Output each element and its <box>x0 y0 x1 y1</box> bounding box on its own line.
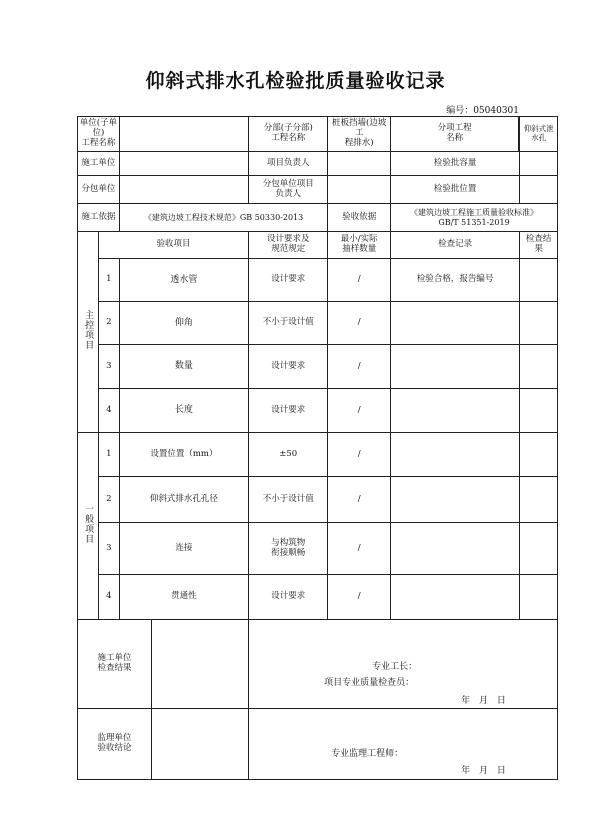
main-group-label <box>78 232 99 433</box>
item-record: 检验合格，报告编号 <box>391 259 520 302</box>
item-req: 设计要求 <box>249 389 328 433</box>
item-sample: / <box>328 433 391 477</box>
item-req: 设计要求 <box>249 575 328 620</box>
item-no: 2 <box>98 477 119 523</box>
table-row <box>78 302 558 345</box>
item-name: 仰斜式排水孔孔径 <box>119 477 248 523</box>
construct-date: 年 月 日 <box>461 696 506 706</box>
table-row <box>78 433 558 477</box>
item-name: 透水管 <box>119 259 248 302</box>
item-record <box>391 345 520 389</box>
capacity-label: 检验批容量 <box>391 152 520 176</box>
item-req: 不小于设计值 <box>249 302 328 345</box>
page-title: 仰斜式排水孔检验批质量验收记录 <box>145 70 446 92</box>
item-result <box>520 302 558 345</box>
item-req: 设计要求 <box>249 259 328 302</box>
item-no: 2 <box>98 302 119 345</box>
col-record: 检查记录 <box>391 232 520 259</box>
item-result <box>520 523 558 575</box>
table-row <box>78 477 558 523</box>
item-record <box>391 433 520 477</box>
item-name: 贯通性 <box>119 575 248 620</box>
item-result <box>520 345 558 389</box>
item-sample: / <box>328 575 391 620</box>
item-sample: / <box>328 477 391 523</box>
item-name: 连接 <box>119 523 248 575</box>
supervise-check-area <box>152 709 248 779</box>
sub-pm-label: 分包单位项目 负责人 <box>249 176 328 204</box>
col-result: 检查结 果 <box>520 232 558 259</box>
inspection-table <box>77 116 558 780</box>
item-result <box>520 575 558 620</box>
item-result <box>520 433 558 477</box>
sub-pm-value <box>328 176 391 204</box>
construct-check-area <box>152 620 248 708</box>
item-req: 与构筑物 衔接顺畅 <box>249 523 328 575</box>
supervise-date: 年 月 日 <box>461 766 506 776</box>
item-sample: / <box>328 523 391 575</box>
basis-label: 施工依据 <box>78 204 120 232</box>
item-result <box>520 477 558 523</box>
item-no: 1 <box>98 433 119 477</box>
item-name: 仰角 <box>119 302 248 345</box>
accept-value: 《建筑边坡工程施工质量验收标准》 GB/T 51351-2019 <box>391 204 558 232</box>
position-value <box>520 176 558 204</box>
pm-value <box>328 152 391 176</box>
subunit-value: 桩板挡墙(边坡工 程排水) <box>328 117 391 152</box>
item-sample: / <box>328 259 391 302</box>
inspector-label: 项目专业质量检查员： <box>324 678 415 688</box>
construct-check-label <box>78 620 249 709</box>
general-group-text: 一般项目 <box>83 504 94 545</box>
item-sample: / <box>328 302 391 345</box>
construct-check-label-text: 施工单位 检查结果 <box>78 620 152 708</box>
table-row <box>78 389 558 433</box>
table-row <box>78 259 558 302</box>
item-no: 3 <box>98 345 119 389</box>
item-result <box>520 259 558 302</box>
construct-check-content <box>249 620 558 709</box>
item-name: 设置位置（mm） <box>119 433 248 477</box>
foreman-label: 专业工长： <box>372 662 418 672</box>
item-name: 数量 <box>119 345 248 389</box>
item-record <box>391 575 520 620</box>
item-record <box>391 523 520 575</box>
basis-value: 《建筑边坡工程技术规范》GB 50330-2013 <box>119 204 328 232</box>
unit-name-label: 单位(子单位) 工程名称 <box>78 117 120 152</box>
item-req: ±50 <box>249 433 328 477</box>
col-item: 验收项目 <box>98 232 248 259</box>
supervise-check-label-text: 监理单位 验收结论 <box>78 709 152 779</box>
item-req: 设计要求 <box>249 345 328 389</box>
item-req: 不小于设计值 <box>249 477 328 523</box>
subitem-cell <box>391 117 520 152</box>
col-req: 设计要求及 规范规定 <box>249 232 328 259</box>
item-result <box>520 389 558 433</box>
item-name: 长度 <box>119 389 248 433</box>
table-row <box>78 523 558 575</box>
item-no: 3 <box>98 523 119 575</box>
supervise-check-content <box>249 709 558 780</box>
position-label: 检验批位置 <box>391 176 520 204</box>
sub-unit-label: 分包单位 <box>78 176 120 204</box>
item-sample: / <box>328 345 391 389</box>
item-sample: / <box>328 389 391 433</box>
table-row <box>78 345 558 389</box>
col-sample: 最小/实际 抽样数量 <box>328 232 391 259</box>
item-record <box>391 477 520 523</box>
item-no: 1 <box>98 259 119 302</box>
subitem-value: 仰斜式泄水孔 <box>520 117 558 152</box>
pm-label: 项目负责人 <box>249 152 328 176</box>
item-record <box>391 389 520 433</box>
subunit-label: 分部(子分部) 工程名称 <box>249 117 328 152</box>
subitem-label: 分项工程 名称 <box>391 117 519 151</box>
item-no: 4 <box>98 389 119 433</box>
sub-unit-value <box>119 176 248 204</box>
construct-unit-value <box>119 152 248 176</box>
general-group-label <box>78 433 99 620</box>
main-group-text: 主控项目 <box>83 310 94 351</box>
unit-name-value <box>119 117 248 152</box>
form-code: 编号：05040301 <box>446 106 519 116</box>
capacity-value <box>520 152 558 176</box>
supervise-check-label <box>78 709 249 780</box>
construct-unit-label: 施工单位 <box>78 152 120 176</box>
table-row <box>78 575 558 620</box>
item-no: 4 <box>98 575 119 620</box>
item-record <box>391 302 520 345</box>
engineer-label: 专业监理工程师： <box>331 749 404 759</box>
accept-label: 验收依据 <box>328 204 391 232</box>
